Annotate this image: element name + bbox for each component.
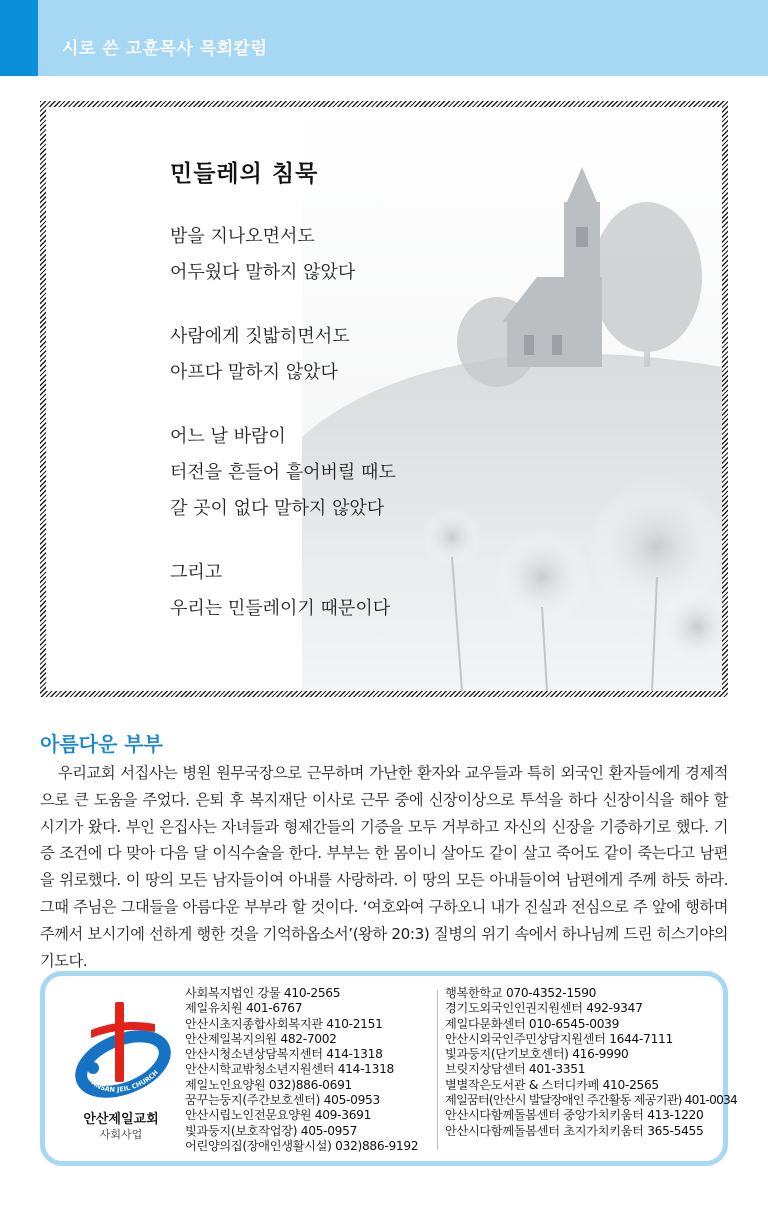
directory-item: 제일꿈터(안산시 발달장애인 주간활동 제공기관) 401-0034	[445, 1093, 737, 1108]
directory-item: 안산시립노인전문요양원 409-3691	[185, 1108, 372, 1123]
poem-stanza	[170, 319, 396, 391]
poem-line: 밤을 지나오면서도	[170, 226, 315, 247]
directory-item: 사회복지법인 강물 410-2565	[185, 986, 341, 1000]
svg-text:ANSAN JEIL CHURCH: ANSAN JEIL CHURCH	[89, 1068, 160, 1094]
directory-item: 안산제일복지의원 482-7002	[185, 1031, 337, 1046]
column-divider	[437, 990, 438, 1150]
church-logo-icon	[69, 994, 173, 1106]
directory-item: 제일다문화센터 010-6545-0039	[445, 1016, 620, 1031]
directory-item: 빛과둥지(보호작업장) 405-0957	[185, 1123, 358, 1138]
article-heading: 아름다운 부부	[40, 732, 163, 756]
directory-item: 경기도외국인인권지원센터 492-9347	[445, 1001, 643, 1016]
directory-right-column	[445, 986, 737, 1139]
header-bar	[0, 0, 768, 76]
directory-item: 안산시다함께돌봄센터 초지가치키움터 365-5455	[445, 1123, 704, 1138]
poem-line: 우리는 민들레이기 때문이다	[170, 598, 391, 619]
directory-item: 별별작은도서관 & 스터디카페 410-2565	[445, 1077, 659, 1092]
directory-item: 행복한학교 070-4352-1590	[445, 986, 597, 1000]
logo-subtitle: 사회사업	[99, 1128, 143, 1141]
article-body: 우리교회 서집사는 병원 원무국장으로 근무하며 가난한 환자와 교우들과 특히 외국인 환자들에게 경제적으로 큰 도움을 주었다. 은퇴 후 복지재단 이사로 근무 중에 신장이상으로 투석을 하다 신장이식을 해야 할 시기가 왔다. 부인 은집사는 자녀들과 형제간들의 기증을 모두 거부하고 자신의 신장을 기증하기로 했다. 기증 조건에 다 맞아 다음 달 이식수술을 한다. 부부는 한 몸이니 살아도 같이 살고 죽어도 같이 죽는다고 남편을 위로했다. 이 땅의 모든 남자들이여 아내를 사랑하라. 이 땅의 모든 아내들이여 남편에게 주께 하듯 하라. 그때 주님은 그대들을 아름다운 부부라 할 것이다. ‘여호와여 구하오니 내가 진실과 전심으로 주 앞에 행하며 주께서 보시기에 선하게 행한 것을 기억하옵소서’(왕하 20:3) 질병의 위기 속에서 하나님께 드린 히스기야의 기도다.	[40, 764, 728, 970]
poem-frame	[40, 101, 728, 697]
directory-item: 제일노인요양원 032)886-0691	[185, 1077, 352, 1092]
church-logo	[69, 994, 173, 1144]
poem-line: 어느 날 바람이	[170, 426, 286, 447]
poem-body	[170, 219, 396, 655]
directory-item: 안산시청소년상담복지센터 414-1318	[185, 1047, 383, 1062]
directory-item: 브릿지상담센터 401-3351	[445, 1062, 586, 1077]
directory-item: 꿈꾸는둥지(주간보호센터) 405-0953	[185, 1093, 380, 1108]
directory-item: 안산시다함께돌봄센터 중앙가치키움터 413-1220	[445, 1108, 704, 1123]
directory-item: 안산시학교밖청소년지원센터 414-1318	[185, 1062, 395, 1077]
poem-line: 갈 곳이 없다 말하지 않았다	[170, 498, 385, 519]
poem-stanza	[170, 555, 396, 627]
footer-directory	[40, 971, 737, 1166]
poem-stanza	[170, 219, 396, 291]
directory-item: 제일유치원 401-6767	[185, 1001, 303, 1016]
poem-line: 터전을 흔들어 흩어버릴 때도	[170, 462, 396, 483]
poem-stanza	[170, 419, 396, 527]
directory-item: 어린양의집(장애인생활시설) 032)886-9192	[185, 1138, 419, 1153]
poem-line: 사람에게 짓밟히면서도	[170, 326, 350, 347]
poem-title: 민들레의 침묵	[170, 161, 319, 187]
directory-item: 안산시외국인주민상담지원센터 1644-7111	[445, 1031, 673, 1046]
poem-line: 어두웠다 말하지 않았다	[170, 262, 356, 283]
directory-item: 빛과둥지(단기보호센터) 416-9990	[445, 1047, 629, 1062]
header-tab-accent	[0, 0, 38, 76]
directory-left-column	[185, 986, 430, 1154]
logo-church-name: 안산제일교회	[83, 1112, 159, 1127]
header-title: 시로 쓴 고훈목사 목회칼럼	[62, 39, 268, 59]
poem-line: 아프다 말하지 않았다	[170, 362, 338, 383]
poem-panel	[46, 107, 722, 691]
directory-item: 안산시초지종합사회복지관 410-2151	[185, 1016, 383, 1031]
poem-line: 그리고	[170, 562, 223, 583]
